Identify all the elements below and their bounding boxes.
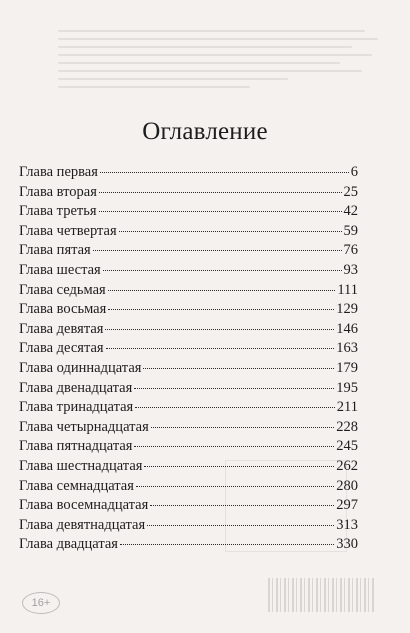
toc-entry[interactable] [19, 183, 358, 203]
page-number: 179 [336, 359, 358, 376]
chapter-title: Глава четвертая [19, 222, 117, 239]
chapter-title: Глава шестая [19, 261, 101, 278]
page-number: 129 [336, 301, 358, 318]
table-of-contents [19, 163, 358, 555]
dot-leader [108, 290, 336, 291]
page-number: 245 [336, 438, 358, 455]
dot-leader [144, 466, 334, 467]
page-number: 146 [336, 320, 358, 337]
chapter-title: Глава двенадцатая [19, 379, 133, 396]
chapter-title: Глава вторая [19, 183, 97, 200]
show-through-barcode [268, 578, 376, 612]
chapter-title: Глава первая [19, 164, 98, 180]
toc-entry[interactable] [19, 477, 358, 497]
page-number: 262 [336, 457, 358, 474]
dot-leader [100, 172, 349, 173]
dot-leader [134, 446, 334, 447]
chapter-title: Глава двадцатая [19, 536, 118, 553]
dot-leader [105, 329, 334, 330]
page-number: 59 [343, 222, 358, 239]
chapter-title: Глава одиннадцатая [19, 359, 142, 376]
dot-leader [150, 505, 334, 506]
page-number: 211 [336, 399, 358, 416]
page-number: 163 [336, 340, 358, 357]
page-number: 6 [350, 164, 358, 180]
toc-entry[interactable] [19, 222, 358, 242]
page-number: 93 [343, 261, 358, 278]
toc-entry[interactable] [19, 398, 358, 418]
dot-leader [99, 192, 342, 193]
toc-entry[interactable] [19, 281, 358, 301]
chapter-title: Глава восемнадцатая [19, 497, 149, 514]
toc-entry[interactable] [19, 241, 358, 261]
dot-leader [134, 388, 334, 389]
dot-leader [103, 270, 342, 271]
toc-entry[interactable] [19, 379, 358, 399]
dot-leader [147, 525, 334, 526]
page-number: 42 [343, 203, 358, 220]
page-title: Оглавление [142, 118, 268, 145]
toc-entry[interactable] [19, 457, 358, 477]
dot-leader [136, 486, 334, 487]
dot-leader [119, 231, 342, 232]
chapter-title: Глава восьмая [19, 301, 107, 318]
chapter-title: Глава шестнадцатая [19, 457, 143, 474]
toc-entry[interactable] [19, 496, 358, 516]
chapter-title: Глава семнадцатая [19, 477, 134, 494]
toc-entry[interactable] [19, 418, 358, 438]
dot-leader [120, 544, 334, 545]
page-number: 297 [336, 497, 358, 514]
toc-entry[interactable] [19, 261, 358, 281]
toc-entry[interactable] [19, 300, 358, 320]
chapter-title: Глава пятая [19, 242, 91, 259]
dot-leader [151, 427, 335, 428]
dot-leader [108, 309, 334, 310]
show-through-text [58, 24, 378, 110]
chapter-title: Глава десятая [19, 340, 104, 357]
toc-entry[interactable] [19, 202, 358, 222]
toc-entry[interactable] [19, 339, 358, 359]
page-number: 111 [337, 281, 358, 298]
page-number: 25 [343, 183, 358, 200]
toc-entry[interactable] [19, 535, 358, 555]
page-number: 195 [336, 379, 358, 396]
toc-entry[interactable] [19, 437, 358, 457]
dot-leader [93, 250, 342, 251]
page-number: 228 [336, 418, 358, 435]
page-number: 313 [336, 516, 358, 533]
chapter-title: Глава девятая [19, 320, 104, 337]
dot-leader [106, 348, 335, 349]
toc-entry[interactable] [19, 516, 358, 536]
age-rating-mark: 16+ [22, 592, 60, 614]
page-number: 330 [336, 536, 358, 553]
toc-entry[interactable] [19, 163, 358, 183]
dot-leader [99, 211, 342, 212]
dot-leader [143, 368, 334, 369]
chapter-title: Глава тринадцатая [19, 399, 134, 416]
chapter-title: Глава девятнадцатая [19, 516, 146, 533]
page-number: 280 [336, 477, 358, 494]
toc-entry[interactable] [19, 359, 358, 379]
dot-leader [135, 407, 335, 408]
chapter-title: Глава пятнадцатая [19, 438, 133, 455]
page-number: 76 [343, 242, 358, 259]
toc-entry[interactable] [19, 320, 358, 340]
chapter-title: Глава седьмая [19, 281, 106, 298]
chapter-title: Глава четырнадцатая [19, 418, 149, 435]
chapter-title: Глава третья [19, 203, 97, 220]
